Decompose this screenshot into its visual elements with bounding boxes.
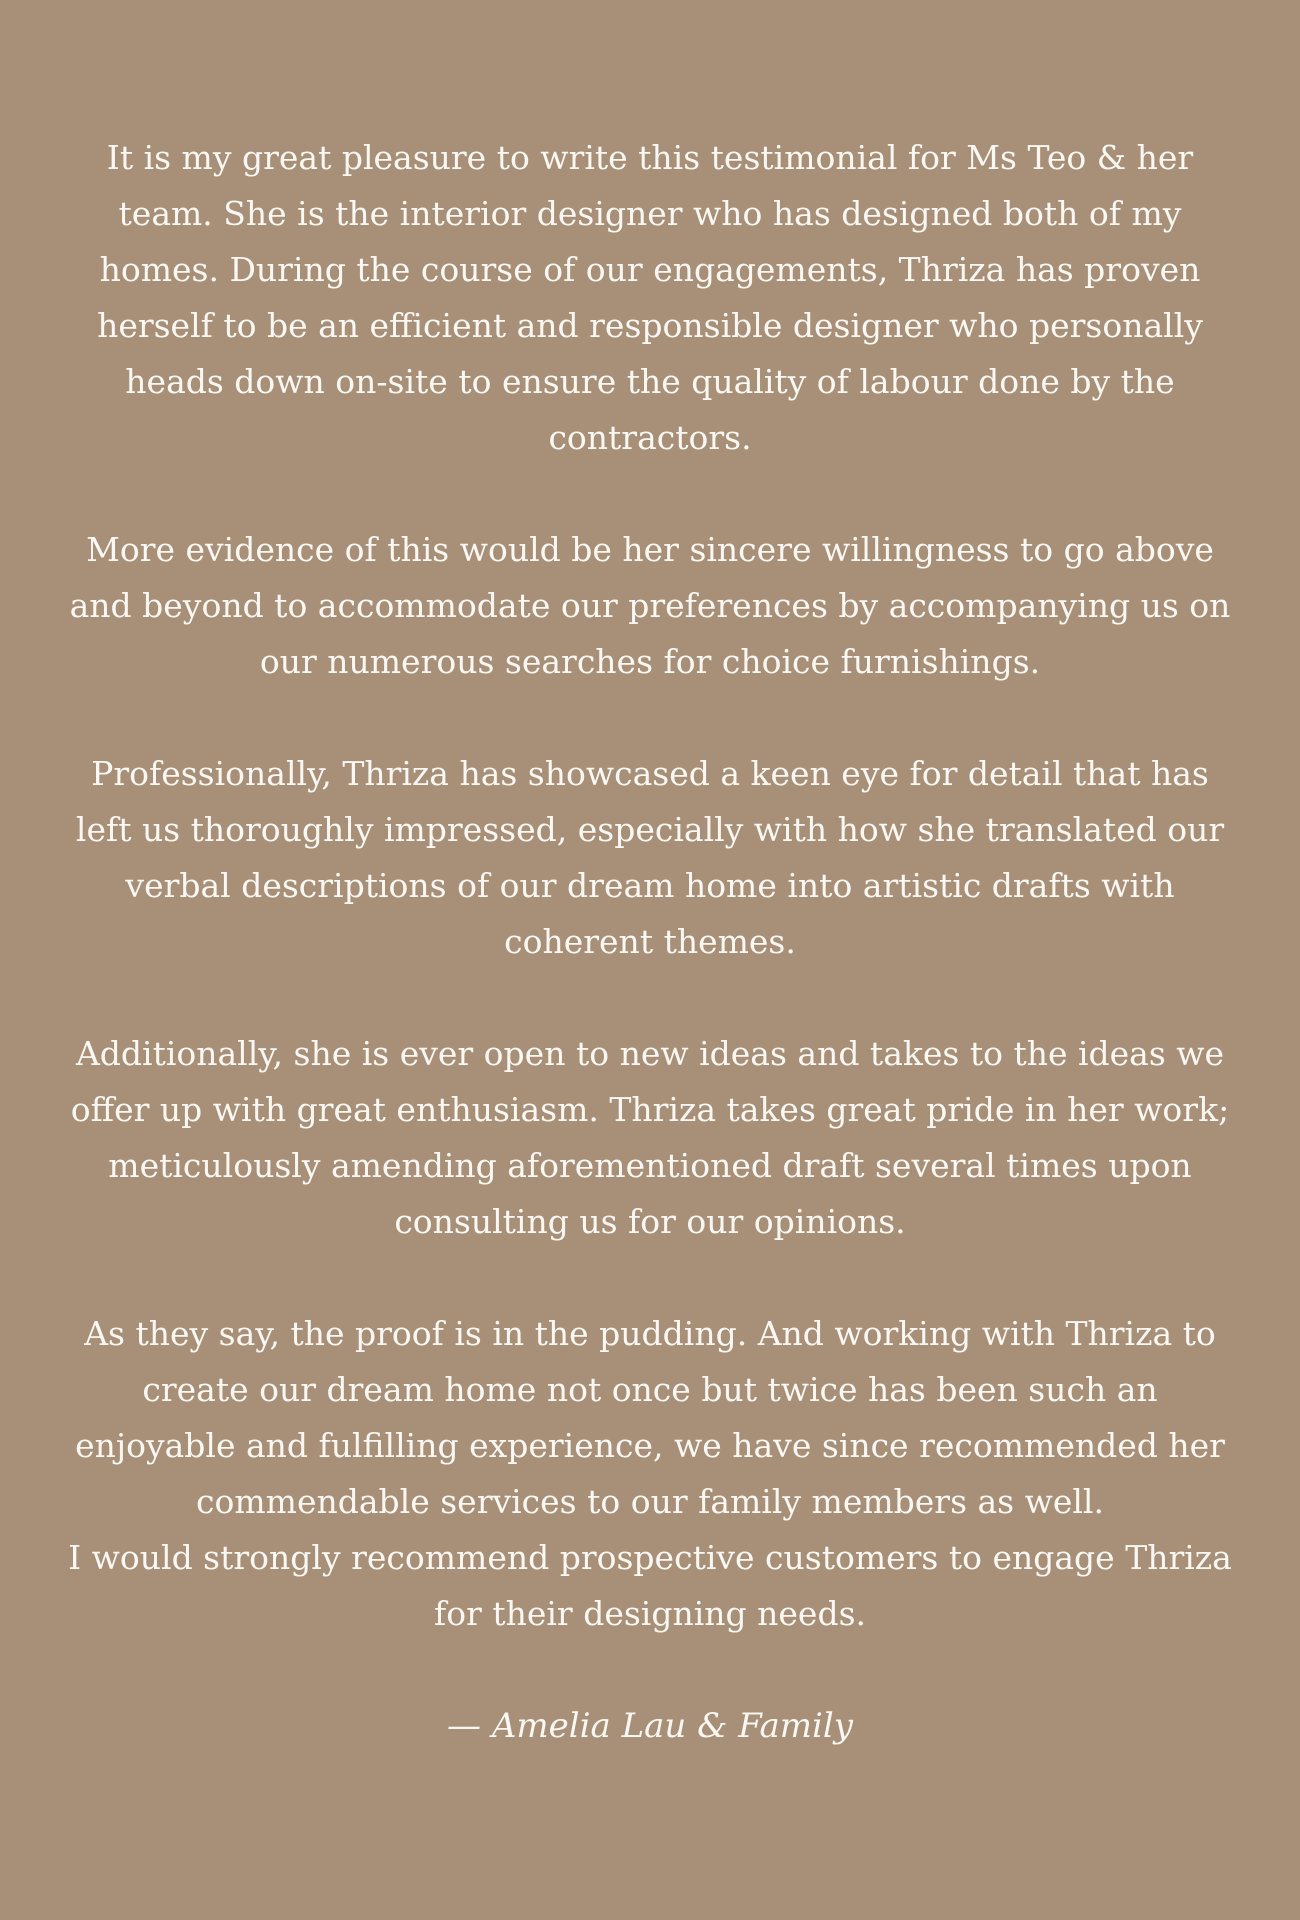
testimonial-signature: — Amelia Lau & Family: [447, 1706, 853, 1746]
testimonial-paragraph-2: More evidence of this would be her sincere willingness to go above and beyond to accommodate our preferences by accompanying us on our numerous searches for choice furnishings.: [69, 530, 1231, 681]
testimonial-body: [60, 130, 1240, 1642]
testimonial-paragraph-4: Additionally, she is ever open to new ideas and takes to the ideas we offer up with great enthusiasm. Thriza takes great pride in her work; meticulously amending aforementioned draft several times upon consulting us for our opinions.: [70, 1034, 1230, 1241]
testimonial-paragraph-5: As they say, the proof is in the pudding. And working with Thriza to create our dream home not once but twice has been such an enjoyable and fulfilling experience, we have since recommended her commendable services to our family members as well.: [75, 1314, 1225, 1521]
testimonial-paragraph-1: It is my great pleasure to write this testimonial for Ms Teo & her team. She is the interior designer who has designed both of my homes. During the course of our engagements, Thriza has proven herself to be an efficient and responsible designer who personally heads down on-site to ensure the quality of labour done by the contractors.: [97, 138, 1203, 457]
testimonial-paragraph-6: I would strongly recommend prospective customers to engage Thriza for their designing needs.: [68, 1538, 1232, 1633]
testimonial-paragraph-3: Professionally, Thriza has showcased a keen eye for detail that has left us thoroughly impressed, especially with how she translated our verbal descriptions of our dream home into artistic drafts with coherent themes.: [75, 754, 1225, 961]
